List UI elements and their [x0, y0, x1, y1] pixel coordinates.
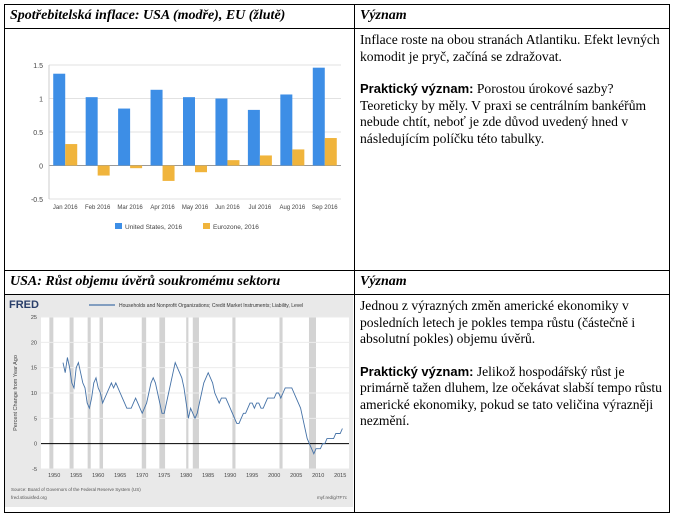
- bar-us: [183, 97, 195, 165]
- source-url: fred.stlouisfed.org: [11, 495, 47, 500]
- credit-practical-para: [360, 364, 663, 430]
- y-axis-label: Percent Change from Year Ago: [13, 355, 19, 431]
- bar-eu: [292, 149, 304, 165]
- credit-meaning-para1: Jednou z výrazných změn americké ekonomiky v posledních letech je pokles tempa růstu (částečně i absolutní pokles) objemu úvěrů.: [360, 298, 636, 346]
- y-tick-label: 0: [33, 441, 37, 448]
- credit-chart-title: USA: Růst objemu úvěrů soukromému sektoru: [5, 271, 355, 295]
- bar-eu: [65, 144, 77, 165]
- x-tick-label: 1970: [136, 473, 149, 479]
- x-tick-label: Jan 2016: [52, 205, 78, 211]
- bar-us: [151, 90, 163, 166]
- practical-label-1: Praktický význam:: [360, 81, 474, 96]
- inflation-meaning-cell: [355, 29, 670, 271]
- credit-growth-line-chart: [5, 295, 353, 507]
- x-tick-label: 1975: [158, 473, 171, 479]
- legend-swatch: [203, 223, 210, 229]
- x-tick-label: Apr 2016: [150, 205, 175, 211]
- x-tick-label: 1950: [48, 473, 61, 479]
- bar-eu: [260, 155, 272, 165]
- content-table: [4, 4, 670, 513]
- credit-chart-cell: [5, 295, 355, 513]
- source-note: Source: Board of Governors of the Federal Reserve System (US): [11, 487, 141, 492]
- y-tick-label: 1.5: [33, 63, 43, 70]
- bar-eu: [163, 166, 175, 181]
- x-tick-label: Aug 2016: [279, 205, 306, 211]
- x-tick-label: 1960: [92, 473, 105, 479]
- x-tick-label: Sep 2016: [311, 205, 338, 211]
- y-tick-label: 25: [30, 315, 37, 321]
- meaning-header-1: Význam: [355, 5, 670, 29]
- y-tick-label: 0.5: [33, 130, 43, 137]
- credit-meaning-cell: [355, 295, 670, 513]
- practical-text-1: Porostou úrokové sazby? Teoreticky by měly. V praxi se centrálním bankéřům nebude chtít, neboť je zde důvod uvedený hned v následujícím políčku této tabulky.: [360, 81, 647, 146]
- x-tick-label: Jul 2016: [248, 205, 272, 211]
- inflation-bar-chart: [5, 29, 353, 265]
- inflation-chart-cell: [5, 29, 355, 271]
- legend-swatch: [115, 223, 122, 229]
- inflation-chart-title: Spotřebitelská inflace: USA (modře), EU (žlutě): [5, 5, 355, 29]
- x-tick-label: 1990: [224, 473, 237, 479]
- y-tick-label: 0: [39, 163, 43, 171]
- x-tick-label: 2010: [312, 473, 325, 479]
- bar-us: [248, 110, 260, 166]
- bar-eu: [195, 166, 207, 173]
- bar-eu: [325, 138, 337, 165]
- row-credit-body: [5, 295, 670, 513]
- x-tick-label: 1995: [246, 473, 259, 479]
- bar-us: [86, 97, 98, 165]
- row-inflation-body: [5, 29, 670, 271]
- bar-us: [280, 94, 292, 165]
- x-tick-label: 2015: [334, 473, 347, 479]
- y-tick-label: 20: [30, 340, 37, 347]
- inflation-practical-para: [360, 81, 663, 147]
- bar-eu: [130, 166, 142, 169]
- x-tick-label: 2005: [290, 473, 303, 479]
- x-tick-label: Feb 2016: [84, 205, 111, 211]
- y-tick-label: 10: [30, 391, 37, 397]
- legend-entry: Households and Nonprofit Organizations; Credit Market Instruments; Liability, Level: [119, 303, 304, 309]
- bar-eu: [227, 160, 239, 165]
- short-link: myf.red/g/7F7c: [316, 495, 347, 500]
- bar-us: [53, 74, 65, 166]
- x-tick-label: 1985: [202, 473, 215, 479]
- x-tick-label: 1980: [180, 473, 193, 479]
- x-tick-label: Mar 2016: [117, 205, 143, 211]
- y-tick-label: 15: [30, 365, 37, 372]
- row-credit-header: [5, 271, 670, 295]
- practical-label-2: Praktický význam:: [360, 363, 474, 379]
- x-tick-label: May 2016: [181, 205, 209, 211]
- x-tick-label: 1965: [114, 473, 127, 479]
- practical-text-2: Jelikož hospodářský růst je primárně tažen dluhem, lze očekávat slabší tempo růstu americké ekonomiky, pokud se tato veličina výrazněji nezmění.: [360, 363, 662, 428]
- legend-entry: United States, 2016: [125, 224, 183, 231]
- y-tick-label: -5: [32, 467, 37, 473]
- x-tick-label: 1955: [70, 473, 83, 479]
- fred-logo: FRED: [9, 299, 39, 311]
- bar-us: [215, 99, 227, 166]
- legend-entry: Eurozone, 2016: [213, 224, 259, 231]
- inflation-meaning-para1: Inflace roste na obou stranách Atlantiku. Efekt levných komodit je pryč, začíná se zdražovat.: [360, 32, 660, 64]
- x-tick-label: Jun 2016: [215, 205, 240, 211]
- bar-us: [118, 109, 130, 166]
- bar-eu: [98, 166, 110, 176]
- row-inflation-header: [5, 5, 670, 29]
- y-tick-label: 1: [39, 96, 43, 104]
- x-tick-label: 2000: [268, 473, 281, 479]
- meaning-header-2: Význam: [355, 271, 670, 295]
- y-tick-label: 5: [33, 416, 37, 423]
- y-tick-label: -0.5: [30, 197, 43, 204]
- bar-us: [313, 68, 325, 166]
